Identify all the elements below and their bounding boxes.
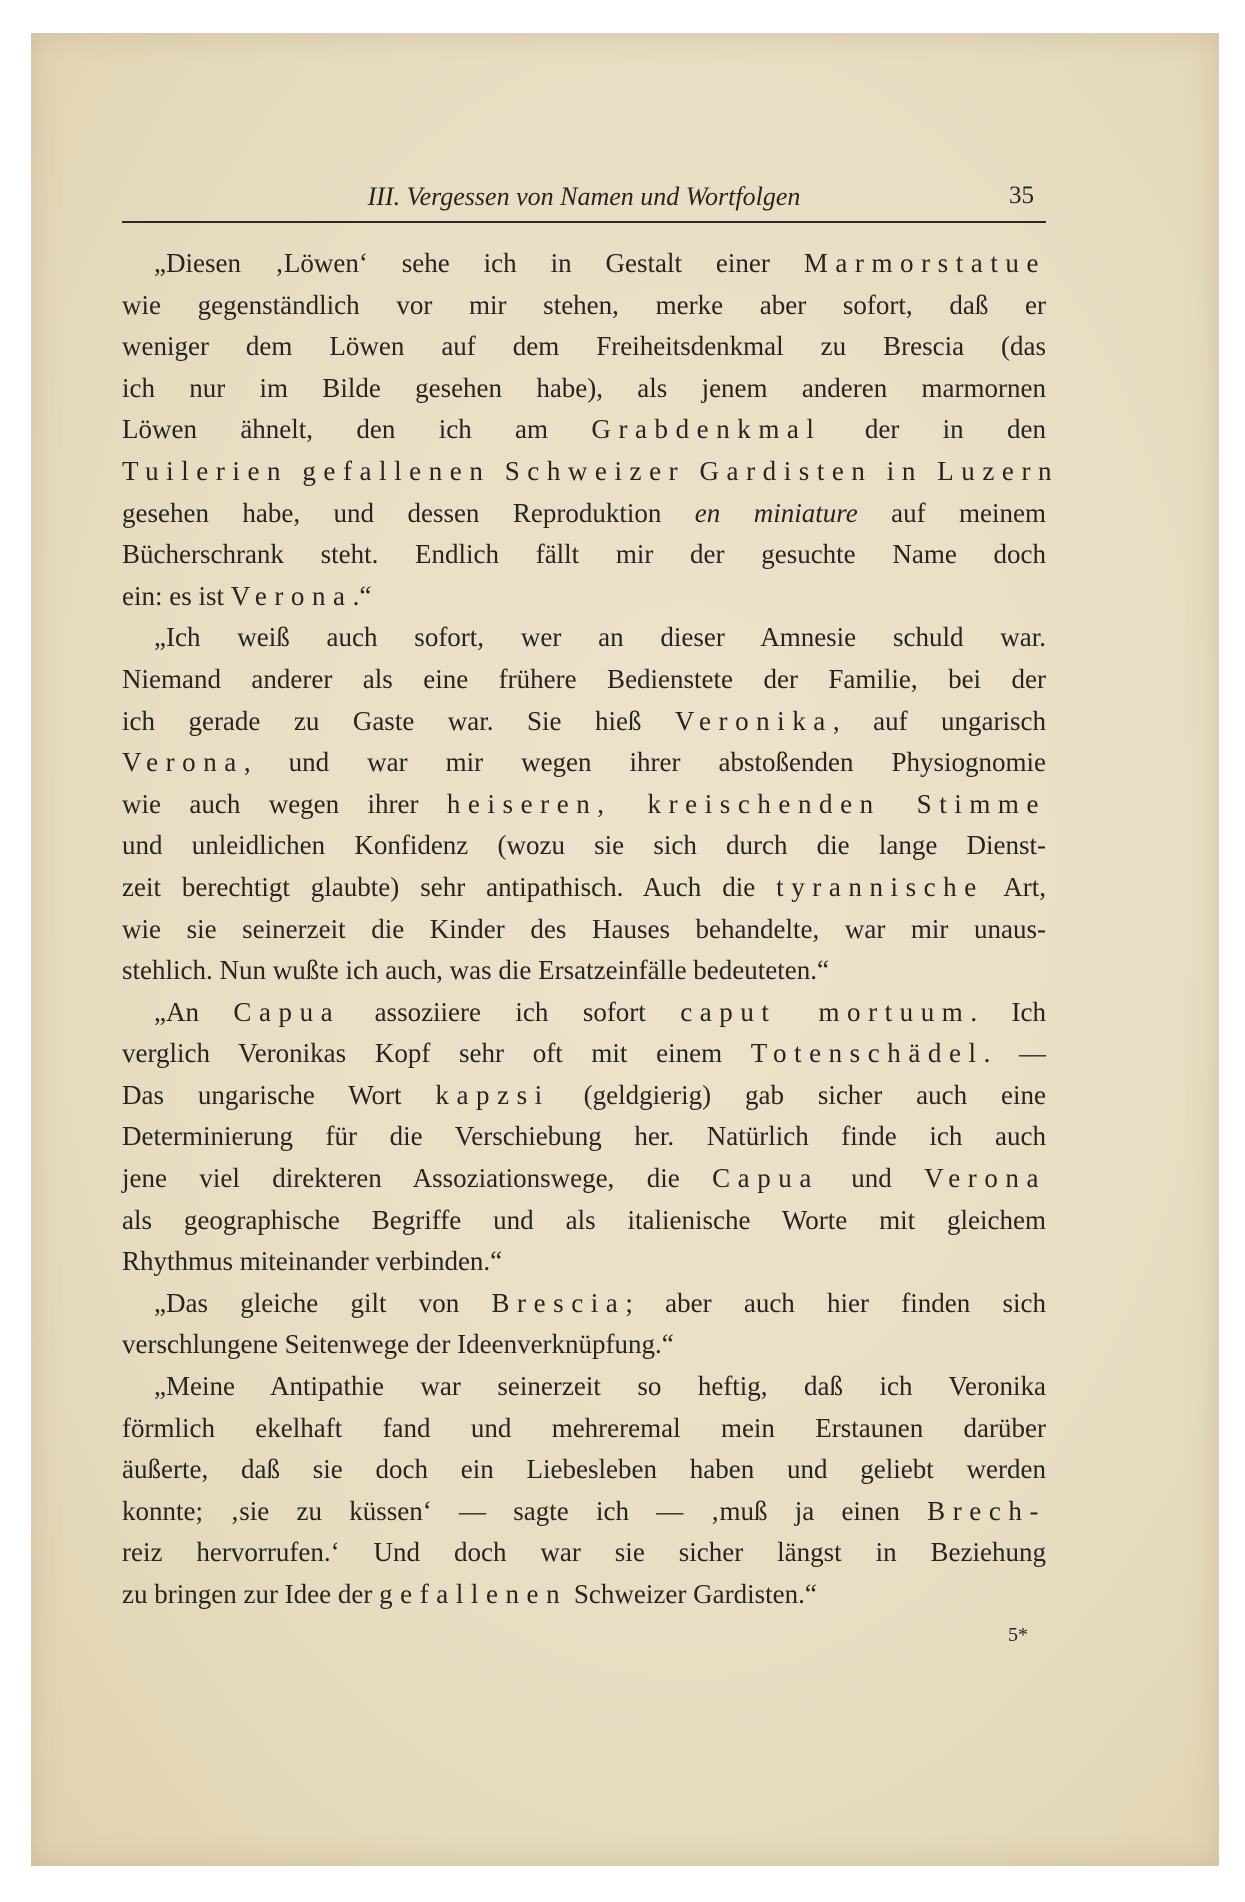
text-segment: der in den (821, 414, 1046, 445)
text-line (122, 1449, 1046, 1491)
text-segment: zeit berechtigt glaubte) sehr antipathisch. Auch die (122, 871, 777, 902)
text-segment: jene viel direkteren Assoziationswege, die (122, 1163, 713, 1194)
text-line (122, 701, 1046, 743)
text-segment: ich gerade zu Gaste war. Sie hieß (122, 705, 675, 736)
text-segment: wie gegenständlich vor mir stehen, merke aber sofort, daß er (122, 289, 1046, 320)
text-segment: auf meinem (857, 497, 1046, 528)
text-segment: „An (154, 996, 234, 1027)
text-line (122, 1283, 1046, 1325)
text-segment: ein: es ist (122, 580, 231, 611)
text-line (122, 1241, 1046, 1283)
running-title: III. Vergessen von Namen und Wortfolgen (367, 182, 801, 211)
text-line (122, 1158, 1046, 1200)
text-segment: „Das gleiche gilt von (154, 1287, 492, 1318)
text-segment: Niemand anderer als eine frühere Bedienstete der Familie, bei der (122, 663, 1046, 694)
text-segment: Das ungarische Wort (122, 1079, 436, 1110)
emphasized-text: gefallenen (379, 1579, 568, 1609)
text-line (122, 534, 1046, 576)
emphasized-text: Brescia (491, 1287, 626, 1318)
text-segment: „Diesen ‚Löwen‘ sehe ich in Gestalt einer (154, 248, 804, 278)
emphasized-text: Veronika (674, 705, 833, 736)
emphasized-text: heiseren, kreischenden Stimme (446, 788, 1046, 819)
text-line (122, 285, 1046, 327)
text-segment: und (818, 1163, 925, 1194)
text-line (122, 659, 1046, 701)
text-segment: (geldgierig) gab sicher auch eine (549, 1079, 1046, 1110)
text-segment: gesehen habe, und dessen Reproduktion (122, 497, 695, 528)
text-line (122, 1075, 1046, 1117)
emphasized-text: Brech- (927, 1495, 1046, 1526)
text-line (122, 909, 1046, 951)
text-segment: Rhythmus miteinander verbinden.“ (122, 1246, 503, 1277)
text-line (122, 825, 1046, 867)
emphasized-text: Capua (712, 1163, 819, 1194)
text-segment: Determinierung für die Verschiebung her. Natürlich finde ich auch (122, 1121, 1046, 1152)
text-line (122, 1324, 1046, 1366)
text-line (122, 1116, 1046, 1158)
emphasized-text: Verona (230, 580, 353, 611)
emphasized-text: Capua (233, 996, 341, 1027)
text-segment: Bücherschrank steht. Endlich fällt mir der gesuchte Name doch (122, 539, 1046, 570)
text-line (122, 742, 1046, 784)
page-header (122, 180, 1046, 216)
emphasized-text: Totenschädel (750, 1038, 984, 1069)
emphasized-text: Tuilerien gefallenen Schweizer Gardisten in Luzern (122, 455, 1060, 486)
signature-mark: 5* (1008, 1624, 1028, 1646)
emphasized-text: Marmorstatue (803, 248, 1046, 278)
header-rule (122, 221, 1046, 223)
text-segment: Art, (983, 871, 1046, 902)
text-line (122, 950, 1046, 992)
text-segment: . — (983, 1038, 1047, 1069)
emphasized-text: Grabdenkmal (591, 414, 822, 445)
text-segment: zu bringen zur Idee der (122, 1579, 380, 1609)
text-segment: und unleidlichen Konfidenz (wozu sie sich durch die lange Dienst- (122, 830, 1046, 861)
text-segment: Löwen ähnelt, den ich am (122, 414, 592, 445)
text-line (122, 1532, 1046, 1574)
text-segment: Schweizer Gardisten.“ (567, 1579, 817, 1609)
text-line (122, 867, 1046, 909)
text-segment: äußerte, daß sie doch ein Liebesleben haben und geliebt werden (122, 1454, 1046, 1485)
text-segment: wie auch wegen ihrer (122, 788, 447, 819)
text-segment: , auf ungarisch (832, 705, 1046, 736)
text-line (122, 493, 1046, 535)
text-segment: konnte; ‚sie zu küssen‘ — sagte ich — ‚muß ja einen (122, 1495, 928, 1526)
text-line (122, 617, 1046, 659)
italic-text: en miniature (694, 497, 858, 528)
text-line (122, 576, 1046, 618)
emphasized-text: kapzsi (435, 1079, 550, 1110)
emphasized-text: caput mortuum (680, 996, 971, 1027)
text-line (122, 451, 1060, 493)
text-line (122, 1574, 1046, 1616)
text-line (122, 326, 1046, 368)
text-segment: verglich Veronikas Kopf sehr oft mit einem (122, 1038, 751, 1069)
text-segment: .“ (352, 580, 372, 611)
text-segment: . Ich (970, 996, 1047, 1027)
text-line (122, 1408, 1046, 1450)
text-segment: stehlich. Nun wußte ich auch, was die Ersatzeinfälle bedeuteten.“ (122, 955, 829, 986)
text-segment: verschlungene Seitenwege der Ideenverknüpfung.“ (122, 1329, 674, 1360)
body-text (122, 243, 1060, 1616)
text-line (122, 368, 1046, 410)
text-segment: ich nur im Bilde gesehen habe), als jenem anderen marmornen (122, 372, 1046, 403)
text-segment: „Ich weiß auch sofort, wer an dieser Amnesie schuld war. (154, 622, 1046, 653)
text-segment: „Meine Antipathie war seinerzeit so heftig, daß ich Veronika (154, 1371, 1046, 1402)
emphasized-text: Verona (924, 1163, 1046, 1194)
text-segment: weniger dem Löwen auf dem Freiheitsdenkmal zu Brescia (das (122, 331, 1046, 362)
emphasized-text: Verona (122, 747, 244, 778)
text-segment: reiz hervorrufen.‘ Und doch war sie sicher längst in Beziehung (122, 1537, 1046, 1568)
emphasized-text: tyrannische (776, 871, 984, 902)
text-line (122, 992, 1046, 1034)
text-line (122, 1491, 1046, 1533)
text-segment: wie sie seinerzeit die Kinder des Hauses behandelte, war mir unaus- (122, 913, 1046, 944)
text-segment: förmlich ekelhaft fand und mehreremal mein Erstaunen darüber (122, 1412, 1046, 1443)
text-segment: als geographische Begriffe und als italienische Worte mit gleichem (122, 1204, 1046, 1235)
text-line (122, 1200, 1046, 1242)
text-segment: ; aber auch hier finden sich (625, 1287, 1047, 1318)
text-line (122, 1033, 1046, 1075)
text-line (122, 1366, 1046, 1408)
page-number: 35 (1009, 182, 1034, 209)
text-line (122, 784, 1046, 826)
text-segment: assoziiere ich sofort (340, 996, 681, 1027)
text-segment: , und war mir wegen ihrer abstoßenden Physiognomie (243, 747, 1046, 778)
text-line (122, 409, 1046, 451)
text-line (122, 243, 1046, 285)
